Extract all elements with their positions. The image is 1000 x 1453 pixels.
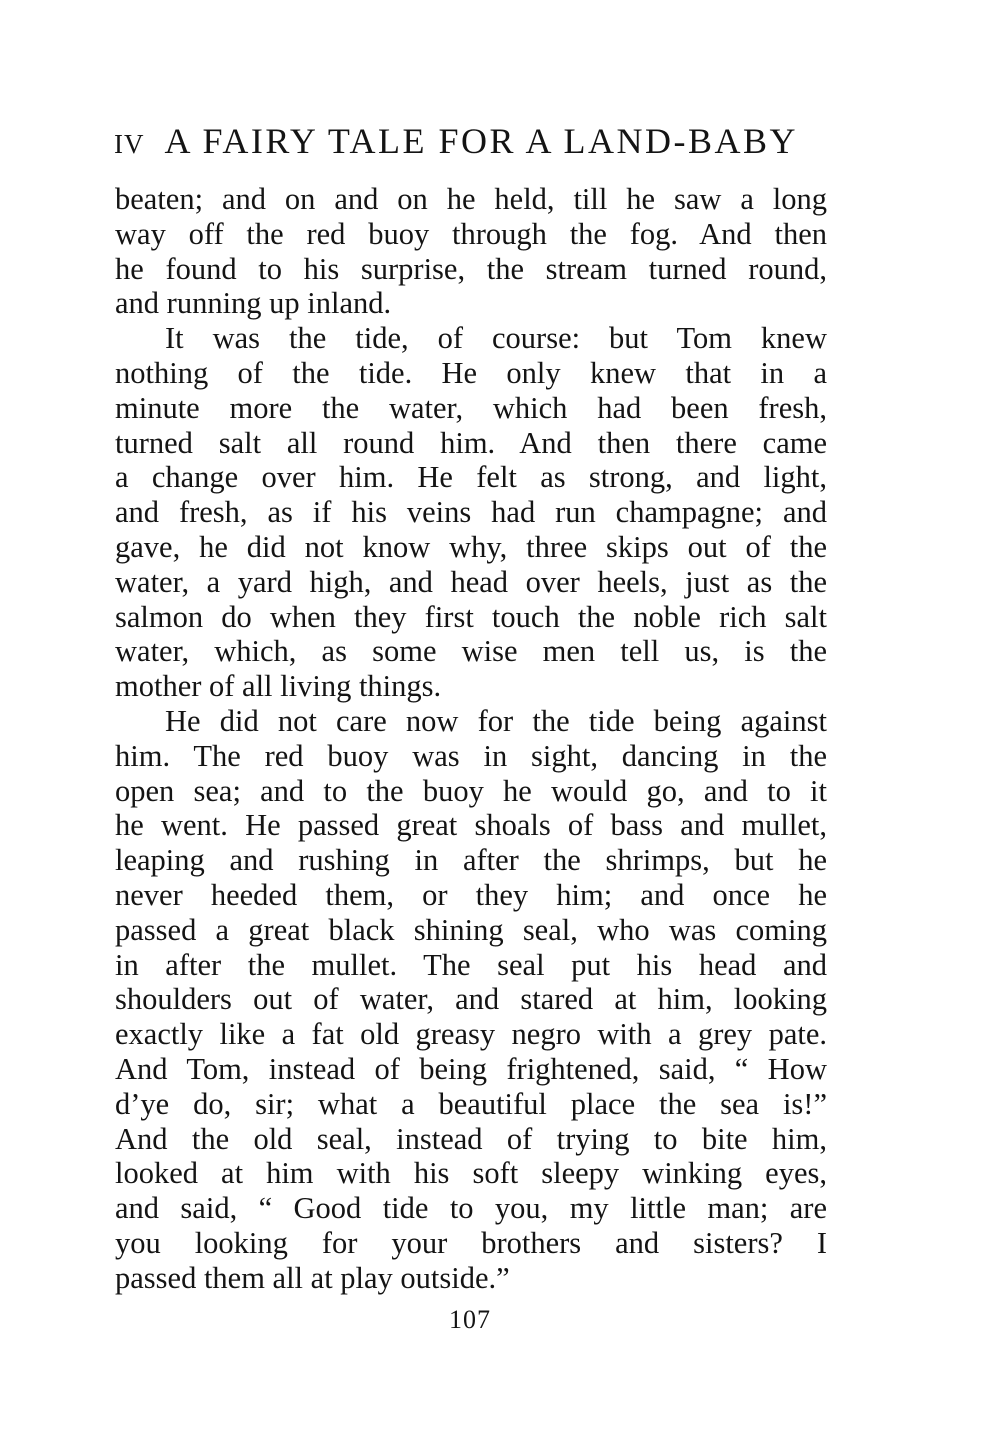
text-line: It was the tide, of course: but Tom knew — [165, 321, 827, 356]
body-text — [115, 182, 827, 1296]
text-line: beaten; and on and on he held, till he saw a long — [115, 182, 827, 216]
text-line: And the old seal, instead of trying to bite him, — [115, 1121, 827, 1156]
running-header — [114, 118, 834, 164]
text-line: a change over him. He felt as strong, and light, — [115, 460, 827, 495]
text-line: And Tom, instead of being frightened, said, “ How — [115, 1051, 827, 1086]
text-line: never heeded them, or they him; and once he — [115, 877, 827, 912]
chapter-numeral: IV — [114, 129, 145, 159]
text-line: passed them all at play outside.” — [115, 1260, 510, 1295]
text-line: he found to his surprise, the stream turned round, — [115, 251, 827, 286]
text-line: you looking for your brothers and sisters? I — [115, 1225, 827, 1260]
text-line: water, which, as some wise men tell us, is the — [115, 634, 827, 669]
text-line: He did not care now for the tide being against — [165, 703, 827, 738]
text-line: and fresh, as if his veins had run champagne; and — [115, 495, 827, 530]
text-line: and running up inland. — [115, 286, 392, 321]
text-line: passed a great black shining seal, who was coming — [115, 912, 827, 947]
text-line: water, a yard high, and head over heels, just as the — [115, 564, 827, 599]
text-line: he went. He passed great shoals of bass and mullet, — [115, 808, 827, 843]
book-title: A FAIRY TALE FOR A LAND-BABY — [164, 121, 799, 161]
text-line: shoulders out of water, and stared at him, looking — [115, 982, 827, 1017]
text-line: d’ye do, sir; what a beautiful place the sea is!” — [115, 1086, 827, 1121]
text-line: looked at him with his soft sleepy winking eyes, — [115, 1156, 827, 1191]
text-line: salmon do when they first touch the noble rich salt — [115, 599, 827, 634]
text-line: minute more the water, which had been fresh, — [115, 390, 827, 425]
text-line: mother of all living things. — [115, 669, 442, 704]
text-line: leaping and rushing in after the shrimps, but he — [115, 843, 827, 878]
text-line: and said, “ Good tide to you, my little man; are — [115, 1191, 827, 1226]
text-line: open sea; and to the buoy he would go, and to it — [115, 773, 827, 808]
text-line: gave, he did not know why, three skips out of the — [115, 529, 827, 564]
text-line: in after the mullet. The seal put his head and — [115, 947, 827, 982]
text-line: nothing of the tide. He only knew that in a — [115, 355, 827, 390]
text-line: turned salt all round him. And then there came — [115, 425, 827, 460]
text-line: him. The red buoy was in sight, dancing in the — [115, 738, 827, 773]
text-line: way off the red buoy through the fog. And then — [115, 216, 827, 251]
page-number: 107 — [449, 1305, 491, 1334]
text-line: exactly like a fat old greasy negro with a grey pate. — [115, 1017, 827, 1052]
